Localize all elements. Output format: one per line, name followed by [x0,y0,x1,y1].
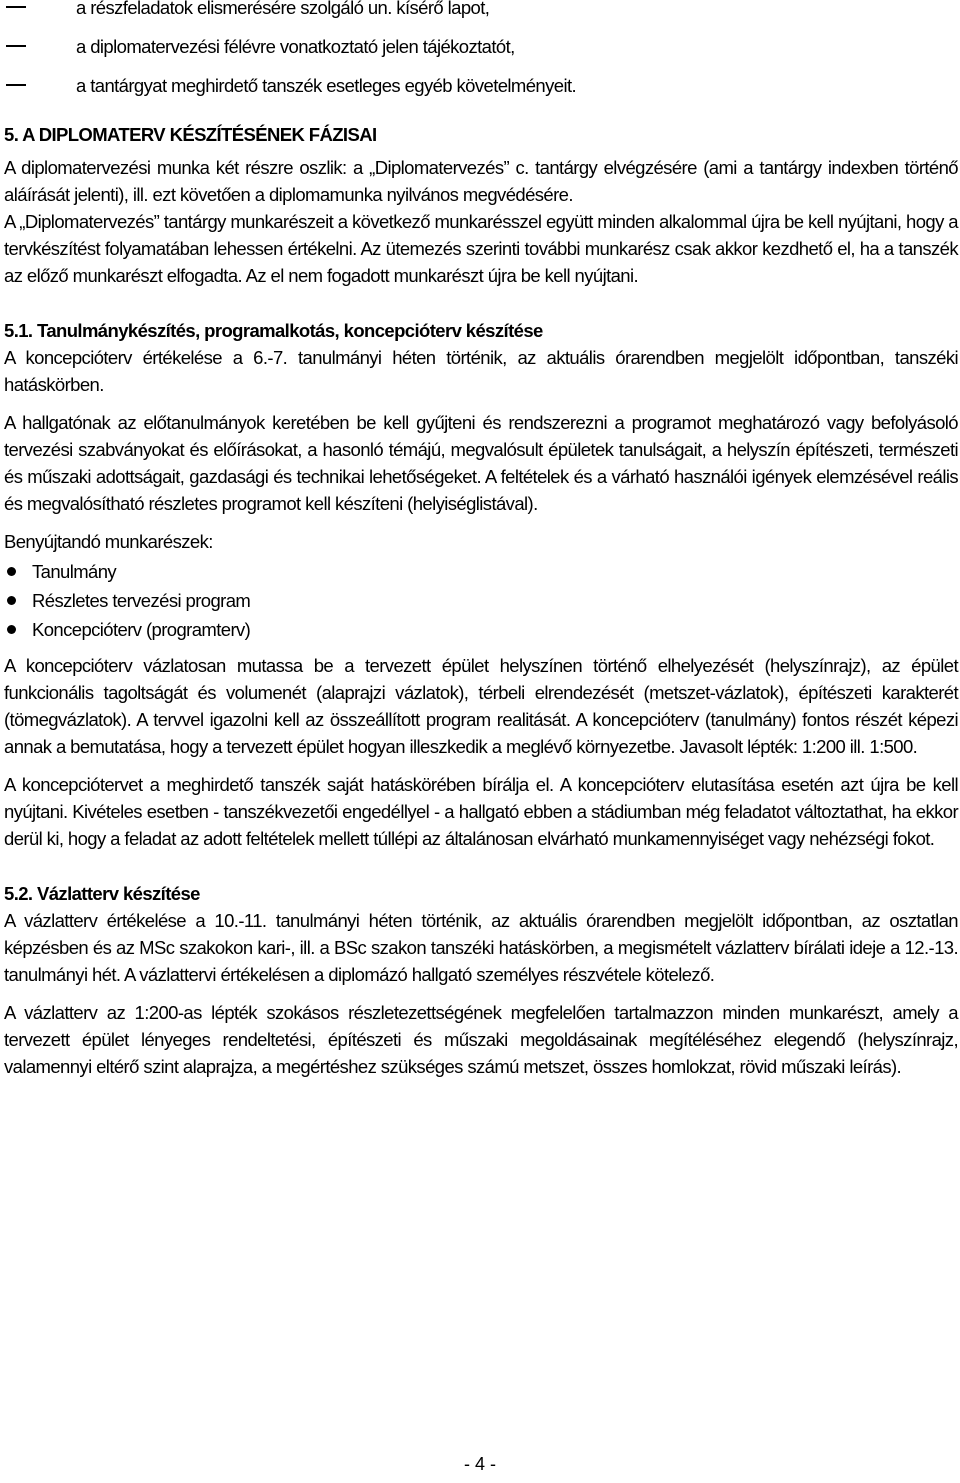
list-item-text: a diplomatervezési félévre vonatkoztató jelen tájékoztatót, [76,36,515,57]
list-item-text: Részletes tervezési program [32,590,251,611]
section-5-1-heading: 5.1. Tanulmánykészítés, programalkotás, koncepcióterv készítése [4,320,543,341]
section-5-2-paragraph-2: A vázlatterv az 1:200-as lépték szokásos részletezettségének megfelelően tartalmazzon minden munkarészt, amely a tervezett épület lényeges rendeltetési, építészeti és műszaki megoldásainak megítéléséhez elegendő (helyszínrajz, valamennyi eltérő szint alaprajza, a megértéshez szükséges számú metszet, összes homlokzat, rövid műszaki leírás). [4,1002,958,1077]
section-5-1-paragraph-3: A koncepcióterv vázlatosan mutassa be a tervezett épület helyszínen történő elhelyezését (helyszínrajz), az épület funkcionális tagoltságát és volumenét (alaprajzi vázlatok), térbeli elrendezését (metszet-vázlatok), építészeti karakterét (tömegvázlatok). A tervvel igazolni kell az összeállított program realitását. A koncepcióterv (tanulmány) fontos részét képezi annak a bemutatása, hogy a tervezett épület hogyan illeszkedik a meglévő környezetbe. Javasolt lépték: 1:200 ill. 1:500. [4,655,958,757]
dash-icon [6,6,26,8]
page-number: - 4 - [463,1454,496,1474]
requirements-dash-list [4,0,958,111]
list-item [4,557,958,586]
dash-icon [6,45,26,47]
list-item [4,0,958,33]
bullet-icon [7,567,16,576]
section-5-1-paragraph-1: A koncepcióterv értékelése a 6.-7. tanulmányi héten történik, az aktuális órarendben megjelölt időpontban, tanszéki hatáskörben. [4,347,958,395]
list-item-text: a részfeladatok elismerésére szolgáló un. kísérő lapot, [76,0,490,18]
section-5-2-paragraph-1: A vázlatterv értékelése a 10.-11. tanulmányi héten történik, az aktuális órarendben megjelölt időpontban, az osztatlan képzésben és az MSc szakokon kari-, ill. a BSc szakon tanszéki hatáskörben, a megismételt vázlatterv bírálati ideje a 12.-13. tanulmányi hét. A vázlattervi értékelésen a diplomázó hallgató személyes részvétele kötelező. [4,910,958,985]
section-5-1-paragraph-4: A koncepciótervet a meghirdető tanszék saját hatáskörében bírálja el. A koncepcióterv elutasítása esetén azt újra be kell nyújtani. Kivételes esetben - tanszékvezetői engedéllyel - a hallgató ebben a stádiumban még feladatot változtathat, ha ekkor derül ki, hogy a feladat az adott feltételek mellett túllépi az általánosan elvárható munkamennyiséget vagy nehézségi fokot. [4,774,958,849]
section-5-2-heading: 5.2. Vázlatterv készítése [4,883,200,904]
section-5-paragraph-2: A „Diplomatervezés” tantárgy munkarészeit a következő munkarésszel együtt minden alkalommal újra be kell nyújtani, hogy a tervkészítést folyamatában lehessen értékelni. Az ütemezés szerinti további munkarész csak akkor kezdhető el, ha a tanszék az előző munkarészt elfogadta. Az el nem fogadott munkarészt újra be kell nyújtani. [4,211,958,286]
list-item-text: Tanulmány [32,561,117,582]
submission-bullet-list [4,557,958,644]
list-item-text: a tantárgyat meghirdető tanszék esetleges egyéb követelményeit. [76,75,577,96]
document-page [4,0,958,1080]
list-item [4,586,958,615]
section-5-1-paragraph-2: A hallgatónak az előtanulmányok keretében be kell gyűjteni és rendszerezni a programot meghatározó vagy befolyásoló tervezési szabványokat és előírásokat, a hasonló témájú, megvalósult épületek tanulságait, a helyszín építészeti, természeti és műszaki adottságait, gazdasági és technikai lehetőségeket. A feltételek és a várható használói igények elemzésével reális és megvalósítható részletes programot kell készíteni (helyiséglistával). [4,412,958,514]
list-item [4,615,958,644]
list-item-text: Koncepcióterv (programterv) [32,619,251,640]
section-5-heading: 5. A DIPLOMATERV KÉSZÍTÉSÉNEK FÁZISAI [4,124,377,145]
bullet-icon [7,625,16,634]
list-item [4,72,958,111]
section-5-paragraph-1: A diplomatervezési munka két részre oszlik: a „Diplomatervezés” c. tantárgy elvégzésére (ami a tantárgy indexben történő aláírását jelenti), ill. ezt követően a diplomamunka nyilvános megvédésére. [4,157,958,205]
dash-icon [6,84,26,86]
submission-list-intro: Benyújtandó munkarészek: [4,531,213,552]
list-item [4,33,958,72]
bullet-icon [7,596,16,605]
